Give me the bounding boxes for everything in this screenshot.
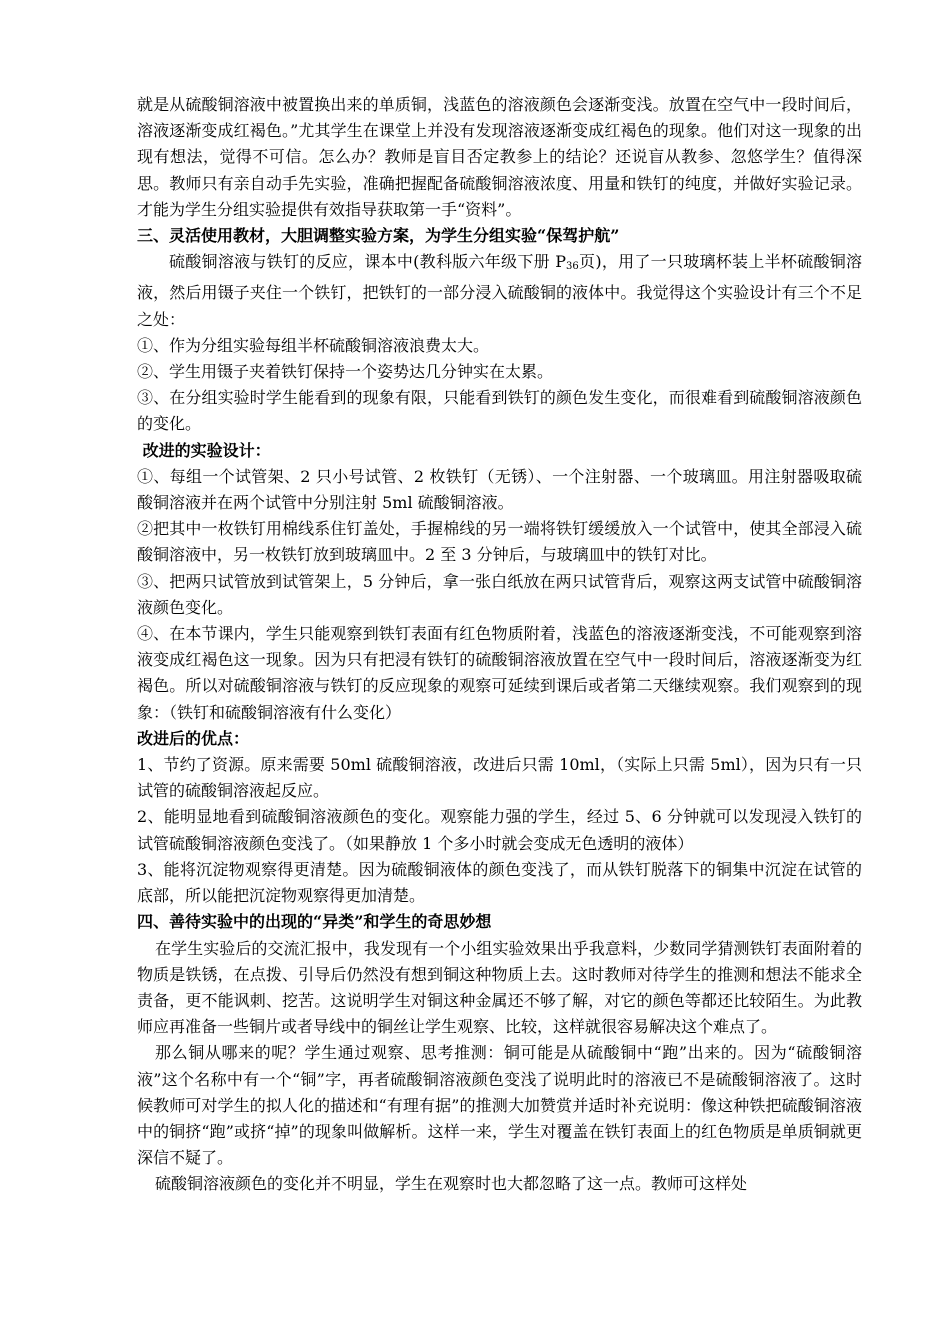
advantages-heading: 改进后的优点： [137, 728, 250, 748]
section-3-text-a: 硫酸铜溶液与铁钉的反应，课本中(教科版六年级下册 P [169, 252, 567, 272]
advantage-item: 1、节约了资源。原来需要 50ml 硫酸铜溶液，改进后只需 10ml，（实际上只需 5ml），因为只有一只试管的硫酸铜溶液起反应。 [137, 755, 862, 801]
section-3-heading: 三、灵活使用教材，大胆调整实验方案，为学生分组实验“保驾护航” [137, 226, 620, 246]
flaw-item: ②、学生用镊子夹着铁钉保持一个姿势达几分钟实在太累。 [137, 362, 554, 382]
design-heading: 改进的实验设计： [137, 440, 271, 460]
section-3-paragraph [137, 249, 862, 333]
page-subscript: 36 [566, 261, 579, 273]
flaw-item: ③、在分组实验时学生能看到的现象有限，只能看到铁钉的颜色发生变化，而很难看到硫酸铜溶液颜色的变化。 [137, 388, 862, 434]
advantage-item: 3、能将沉淀物观察得更清楚。因为硫酸铜液体的颜色变浅了，而从铁钉脱落下的铜集中沉淀在试管的底部，所以能把沉淀物观察得更加清楚。 [137, 859, 862, 906]
section-4-paragraph: 在学生实验后的交流汇报中，我发现有一个小组实验效果出乎我意料，少数同学猜测铁钉表面附着的物质是铁锈，在点拨、引导后仍然没有想到铜这种物质上去。这时教师对待学生的推测和想法不能求全责备，更不能讽刺、挖苦。这说明学生对铜这种金属还不够了解，对它的颜色等都还比较陌生。为此教师应再准备一些铜片或者导线中的铜丝让学生观察、比较，这样就很容易解决这个难点了。 [137, 938, 862, 1037]
intro-paragraph: 就是从硫酸铜溶液中被置换出来的单质铜，浅蓝色的溶液颜色会逐渐变浅。放置在空气中一段时间后，溶液逐渐变成红褐色。”尤其学生在课堂上并没有发现溶液逐渐变成红褐色的现象。他们对这一现象的出现有想法，觉得不可信。怎么办？教师是盲目否定教参上的结论？还说盲从教参、忽悠学生？值得深思。教师只有亲自动手先实验，准确把握配备硫酸铜溶液浓度、用量和铁钉的纯度，并做好实验记录。才能为学生分组实验提供有效指导获取第一手“资料”。 [137, 95, 862, 219]
design-step: ①、每组一个试管架、2 只小号试管、2 枚铁钉（无锈）、一个注射器、一个玻璃皿。用注射器吸取硫酸铜溶液并在两个试管中分别注射 5ml 硫酸铜溶液。 [137, 466, 862, 513]
flaw-item: ①、作为分组实验每组半杯硫酸铜溶液浪费太大。 [137, 335, 490, 355]
section-3-text-b: 页)，用了一只玻璃杯装上半杯硫酸铜溶液，然后用镊子夹住一个铁钉，把铁钉的一部分浸入硫酸铜的液体中。我觉得这个实验设计有三个不足之处： [137, 252, 862, 329]
advantage-item: 2、能明显地看到硫酸铜溶液颜色的变化。观察能力强的学生，经过 5、6 分钟就可以发现浸入铁钉的试管硫酸铜溶液颜色变浅了。（如果静放 1 个多小时就会变成无色透明的液体） [137, 807, 862, 853]
section-4-heading: 四、善待实验中的出现的“异类”和学生的奇思妙想 [137, 912, 492, 932]
section-4-paragraph: 硫酸铜溶液颜色的变化并不明显，学生在观察时也大都忽略了这一点。教师可这样处 [155, 1174, 748, 1194]
section-4-paragraph: 那么铜从哪来的呢？学生通过观察、思考推测：铜可能是从硫酸铜中“跑”出来的。因为“硫酸铜溶液”这个名称中有一个“铜”字，再者硫酸铜溶液颜色变浅了说明此时的溶液已不是硫酸铜溶液了。这时候教师可对学生的拟人化的描述和“有理有据”的推测大加赞赏并适时补充说明：像这种铁把硫酸铜溶液中的铜挤“跑”或挤“掉”的现象叫做解析。这样一来，学生对覆盖在铁钉表面上的红色物质是单质铜就更深信不疑了。 [137, 1043, 862, 1168]
design-step: ②把其中一枚铁钉用棉线系住钉盖处，手握棉线的另一端将铁钉缓缓放入一个试管中，使其全部浸入硫酸铜溶液中，另一枚铁钉放到玻璃皿中。2 至 3 分钟后，与玻璃皿中的铁钉对比。 [137, 519, 862, 565]
design-step: ③、把两只试管放到试管架上，5 分钟后，拿一张白纸放在两只试管背后，观察这两支试管中硫酸铜溶液颜色变化。 [137, 571, 862, 617]
design-step: ④、在本节课内，学生只能观察到铁钉表面有红色物质附着，浅蓝色的溶液逐渐变浅，不可能观察到溶液变成红褐色这一现象。因为只有把浸有铁钉的硫酸铜溶液放置在空气中一段时间后，溶液逐渐变为红褐色。所以对硫酸铜溶液与铁钉的反应现象的观察可延续到课后或者第二天继续观察。我们观察到的现象：（铁钉和硫酸铜溶液有什么变化） [137, 624, 862, 722]
